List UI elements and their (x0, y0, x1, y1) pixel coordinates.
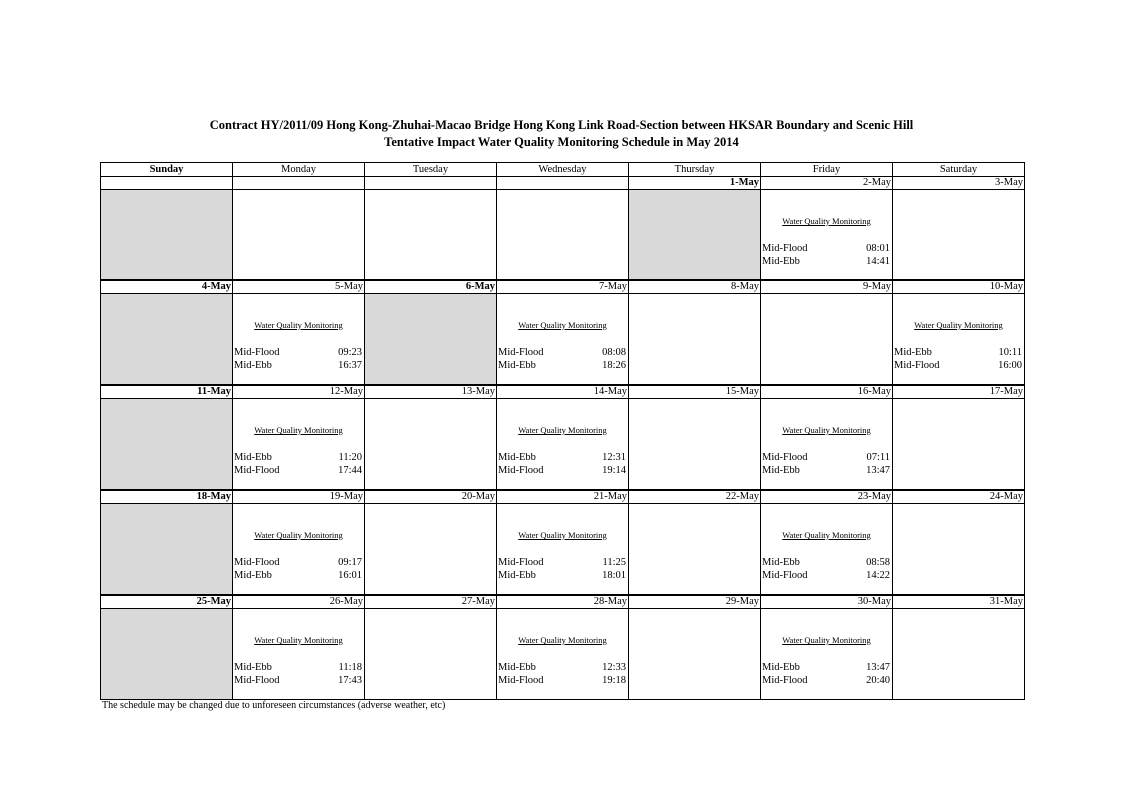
day-cell (629, 190, 761, 281)
tide-type: Mid-Ebb (762, 256, 800, 267)
tide-entry (234, 346, 362, 359)
day-cell (629, 609, 761, 700)
date-cell: 15-May (629, 385, 761, 399)
tide-entry (234, 359, 362, 372)
weekday-header: Wednesday (497, 163, 629, 177)
tide-type: Mid-Ebb (498, 570, 536, 581)
date-cell: 12-May (233, 385, 365, 399)
tide-time: 13:47 (866, 465, 890, 476)
weekday-header: Friday (761, 163, 893, 177)
date-cell: 21-May (497, 490, 629, 504)
day-cell (233, 399, 365, 491)
tide-entry (498, 556, 626, 569)
tide-entry (498, 451, 626, 464)
tide-entry (498, 359, 626, 372)
day-cell (101, 294, 233, 386)
monitoring-label: Water Quality Monitoring (782, 425, 871, 435)
day-cell (101, 504, 233, 596)
date-cell (101, 177, 233, 190)
day-cell (233, 504, 365, 596)
document-title: Contract HY/2011/09 Hong Kong-Zhuhai-Macao Bridge Hong Kong Link Road-Section between HKSAR Boundary and Scenic Hill (209, 118, 914, 132)
tide-type: Mid-Flood (498, 557, 544, 568)
day-cell (365, 609, 497, 700)
tide-time: 14:41 (866, 256, 890, 267)
tide-time: 13:47 (866, 662, 890, 673)
date-cell: 27-May (365, 595, 497, 609)
weekday-header: Saturday (893, 163, 1025, 177)
date-row (101, 177, 1025, 190)
calendar-table (100, 162, 1025, 700)
monitoring-block (233, 504, 364, 594)
tide-entry (234, 451, 362, 464)
date-row (101, 280, 1025, 294)
monitoring-label: Water Quality Monitoring (782, 635, 871, 645)
tide-time: 18:01 (602, 570, 626, 581)
tide-entry (498, 674, 626, 687)
day-cell (101, 609, 233, 700)
day-cell (761, 294, 893, 386)
tide-type: Mid-Flood (498, 347, 544, 358)
date-cell (365, 177, 497, 190)
monitoring-block (761, 399, 892, 489)
date-cell: 8-May (629, 280, 761, 294)
date-cell: 25-May (101, 595, 233, 609)
monitoring-block (761, 609, 892, 699)
day-cell (497, 294, 629, 386)
tide-type: Mid-Flood (234, 675, 280, 686)
tide-time: 17:43 (338, 675, 362, 686)
monitoring-block (233, 609, 364, 699)
tide-entry (894, 346, 1022, 359)
date-cell: 19-May (233, 490, 365, 504)
day-cell (761, 609, 893, 700)
tide-entry (762, 451, 890, 464)
tide-type: Mid-Flood (894, 360, 940, 371)
day-cell (101, 399, 233, 491)
day-cell (761, 504, 893, 596)
tide-entry (894, 359, 1022, 372)
weekday-header: Thursday (629, 163, 761, 177)
date-cell (497, 177, 629, 190)
monitoring-label: Water Quality Monitoring (782, 216, 871, 226)
monitoring-block (497, 294, 628, 384)
monitoring-block (497, 399, 628, 489)
tide-entry (762, 255, 890, 268)
date-cell: 29-May (629, 595, 761, 609)
monitoring-label: Water Quality Monitoring (782, 530, 871, 540)
day-content-row (101, 294, 1025, 386)
tide-time: 16:01 (338, 570, 362, 581)
day-cell (629, 294, 761, 386)
tide-type: Mid-Flood (762, 570, 808, 581)
day-cell (497, 609, 629, 700)
tide-time: 11:18 (338, 662, 362, 673)
tide-type: Mid-Ebb (234, 360, 272, 371)
day-cell (893, 609, 1025, 700)
tide-time: 20:40 (866, 675, 890, 686)
tide-entry (234, 556, 362, 569)
tide-type: Mid-Flood (762, 243, 808, 254)
document-subtitle: Tentative Impact Water Quality Monitoring Schedule in May 2014 (384, 135, 739, 149)
tide-type: Mid-Ebb (234, 570, 272, 581)
tide-time: 11:20 (338, 452, 362, 463)
tide-time: 19:14 (602, 465, 626, 476)
tide-entry (762, 464, 890, 477)
weekday-header: Monday (233, 163, 365, 177)
monitoring-block (497, 504, 628, 594)
tide-time: 14:22 (866, 570, 890, 581)
day-cell (893, 399, 1025, 491)
date-cell: 10-May (893, 280, 1025, 294)
tide-time: 12:33 (602, 662, 626, 673)
tide-type: Mid-Flood (762, 675, 808, 686)
date-cell: 16-May (761, 385, 893, 399)
day-cell (497, 399, 629, 491)
day-cell (761, 190, 893, 281)
day-cell (629, 504, 761, 596)
footnote: The schedule may be changed due to unforeseen circumstances (adverse weather, etc) (102, 700, 446, 711)
tide-time: 08:58 (866, 557, 890, 568)
tide-entry (762, 242, 890, 255)
tide-entry (498, 661, 626, 674)
date-cell: 20-May (365, 490, 497, 504)
date-cell: 1-May (629, 177, 761, 190)
date-cell: 26-May (233, 595, 365, 609)
day-cell (497, 504, 629, 596)
tide-time: 08:08 (602, 347, 626, 358)
tide-time: 11:25 (602, 557, 626, 568)
tide-time: 16:37 (338, 360, 362, 371)
tide-time: 19:18 (602, 675, 626, 686)
day-content-row (101, 190, 1025, 281)
date-cell: 2-May (761, 177, 893, 190)
tide-entry (234, 569, 362, 582)
weekday-header: Sunday (101, 163, 233, 177)
date-cell: 6-May (365, 280, 497, 294)
tide-time: 17:44 (338, 465, 362, 476)
tide-entry (234, 464, 362, 477)
day-content-row (101, 399, 1025, 491)
date-cell (233, 177, 365, 190)
date-cell: 17-May (893, 385, 1025, 399)
date-cell: 28-May (497, 595, 629, 609)
day-cell (233, 190, 365, 281)
tide-time: 09:23 (338, 347, 362, 358)
date-cell: 14-May (497, 385, 629, 399)
day-content-row (101, 504, 1025, 596)
tide-entry (234, 661, 362, 674)
monitoring-block (761, 190, 892, 279)
day-cell (893, 190, 1025, 281)
day-content-row (101, 609, 1025, 700)
date-cell: 13-May (365, 385, 497, 399)
date-cell: 23-May (761, 490, 893, 504)
monitoring-label: Water Quality Monitoring (518, 635, 607, 645)
day-cell (365, 399, 497, 491)
day-cell (629, 399, 761, 491)
tide-type: Mid-Flood (498, 465, 544, 476)
day-cell (893, 294, 1025, 386)
monitoring-label: Water Quality Monitoring (254, 530, 343, 540)
monitoring-label: Water Quality Monitoring (914, 320, 1003, 330)
date-cell: 18-May (101, 490, 233, 504)
day-cell (233, 609, 365, 700)
monitoring-label: Water Quality Monitoring (254, 320, 343, 330)
monitoring-label: Water Quality Monitoring (518, 425, 607, 435)
tide-time: 10:11 (998, 347, 1022, 358)
tide-type: Mid-Ebb (498, 662, 536, 673)
date-cell: 31-May (893, 595, 1025, 609)
tide-time: 07:11 (866, 452, 890, 463)
monitoring-block (761, 504, 892, 594)
monitoring-label: Water Quality Monitoring (254, 635, 343, 645)
tide-time: 09:17 (338, 557, 362, 568)
tide-type: Mid-Flood (762, 452, 808, 463)
tide-type: Mid-Flood (234, 347, 280, 358)
day-cell (893, 504, 1025, 596)
date-row (101, 595, 1025, 609)
day-cell (365, 504, 497, 596)
tide-entry (498, 569, 626, 582)
monitoring-label: Water Quality Monitoring (254, 425, 343, 435)
date-cell: 7-May (497, 280, 629, 294)
date-cell: 24-May (893, 490, 1025, 504)
tide-entry (762, 661, 890, 674)
day-cell (365, 294, 497, 386)
date-cell: 3-May (893, 177, 1025, 190)
tide-type: Mid-Ebb (762, 662, 800, 673)
date-cell: 9-May (761, 280, 893, 294)
day-cell (365, 190, 497, 281)
date-cell: 22-May (629, 490, 761, 504)
tide-type: Mid-Ebb (498, 452, 536, 463)
tide-type: Mid-Ebb (762, 557, 800, 568)
tide-type: Mid-Ebb (894, 347, 932, 358)
weekday-header: Tuesday (365, 163, 497, 177)
date-cell: 30-May (761, 595, 893, 609)
tide-time: 18:26 (602, 360, 626, 371)
tide-entry (498, 464, 626, 477)
monitoring-label: Water Quality Monitoring (518, 530, 607, 540)
monitoring-block (497, 609, 628, 699)
date-row (101, 490, 1025, 504)
day-cell (761, 399, 893, 491)
day-cell (497, 190, 629, 281)
tide-entry (234, 674, 362, 687)
day-cell (233, 294, 365, 386)
tide-time: 08:01 (866, 243, 890, 254)
monitoring-block (233, 294, 364, 384)
date-cell: 4-May (101, 280, 233, 294)
tide-type: Mid-Flood (234, 557, 280, 568)
calendar-body (101, 177, 1025, 700)
tide-type: Mid-Ebb (762, 465, 800, 476)
tide-type: Mid-Ebb (234, 662, 272, 673)
tide-time: 12:31 (602, 452, 626, 463)
tide-type: Mid-Flood (498, 675, 544, 686)
tide-entry (762, 674, 890, 687)
monitoring-block (893, 294, 1024, 384)
tide-type: Mid-Ebb (498, 360, 536, 371)
date-row (101, 385, 1025, 399)
tide-type: Mid-Flood (234, 465, 280, 476)
tide-entry (498, 346, 626, 359)
tide-type: Mid-Ebb (234, 452, 272, 463)
date-cell: 5-May (233, 280, 365, 294)
tide-entry (762, 569, 890, 582)
tide-entry (762, 556, 890, 569)
weekday-header-row (101, 163, 1025, 177)
date-cell: 11-May (101, 385, 233, 399)
tide-time: 16:00 (998, 360, 1022, 371)
monitoring-block (233, 399, 364, 489)
day-cell (101, 190, 233, 281)
monitoring-label: Water Quality Monitoring (518, 320, 607, 330)
